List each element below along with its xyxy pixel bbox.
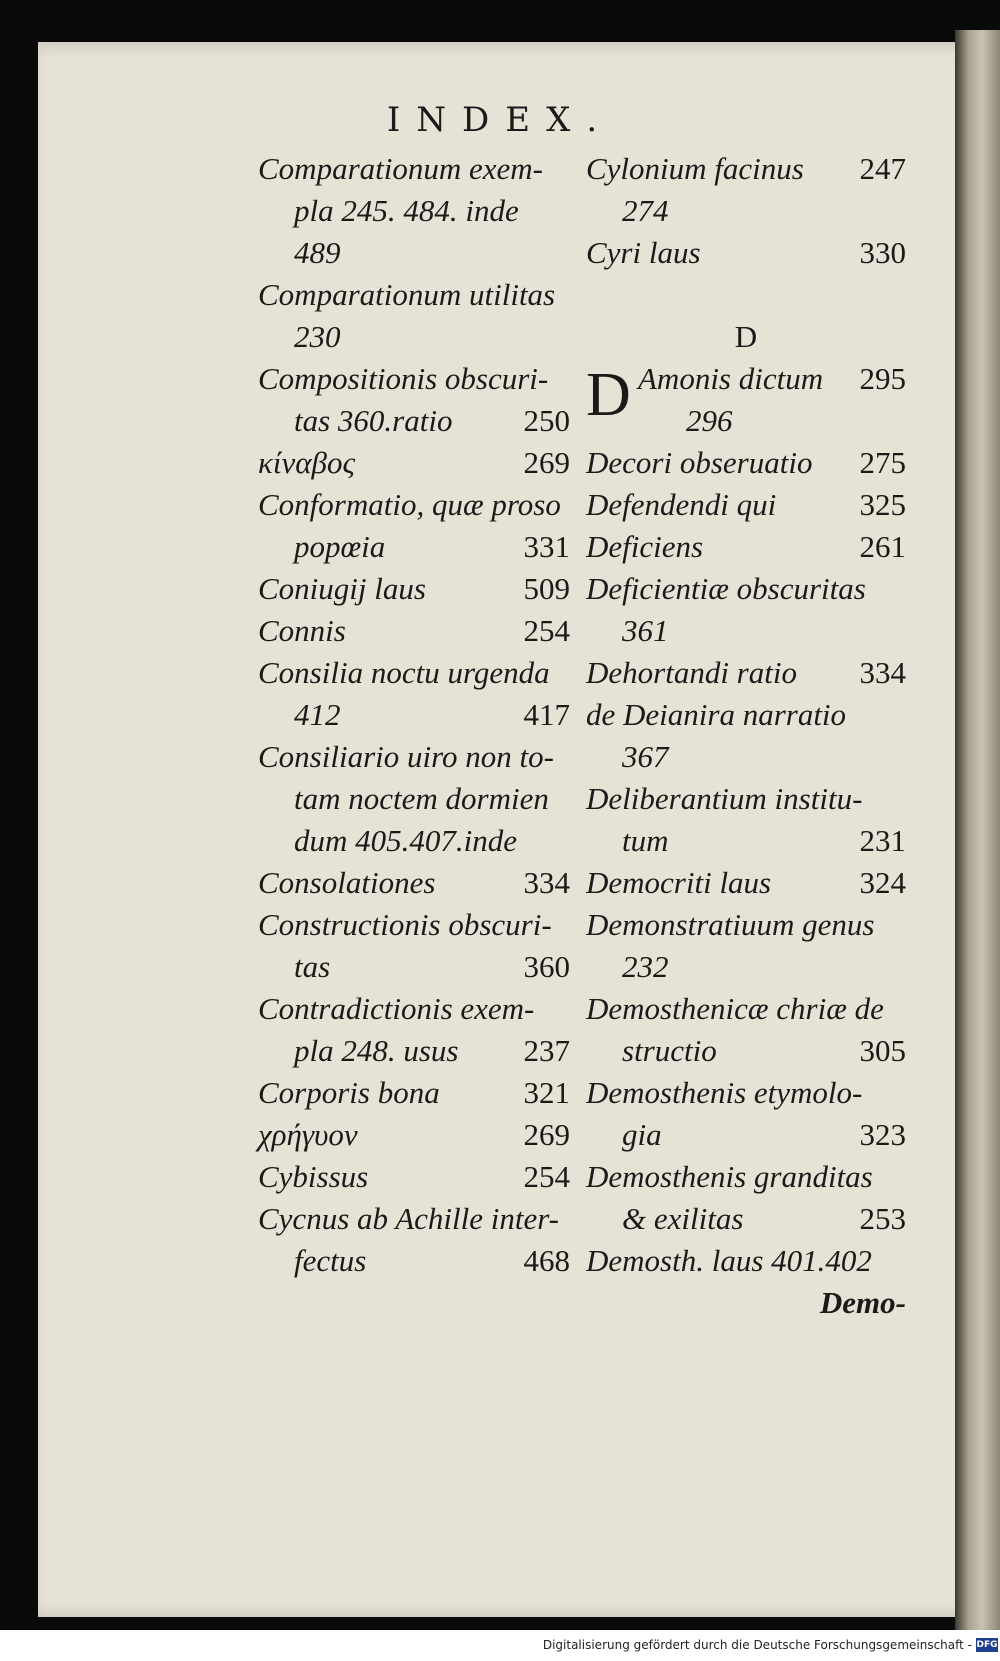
entry-text: structio	[622, 1033, 717, 1068]
entry-page-number: 247	[859, 151, 906, 186]
entry-text: Demosthenis etymolo-	[586, 1075, 863, 1110]
entry-text: 412	[294, 697, 341, 732]
index-entry	[586, 736, 906, 778]
entry-text: 489	[294, 235, 341, 270]
entry-text: Decori obseruatio	[586, 445, 813, 480]
index-entry	[586, 1156, 906, 1198]
index-entry	[586, 568, 906, 610]
index-entry	[258, 1198, 570, 1240]
page-header: INDEX.	[386, 100, 614, 140]
entry-text: Demosthenicæ chriæ de	[586, 991, 884, 1026]
footer-bar	[0, 1630, 1000, 1661]
index-entry	[258, 610, 570, 652]
entry-text: fectus	[294, 1243, 367, 1278]
index-entry	[258, 946, 570, 988]
index-column-left	[258, 148, 570, 1282]
entry-text: tum	[622, 823, 669, 858]
entry-text: Dehortandi ratio	[586, 655, 797, 690]
index-entry	[586, 946, 906, 988]
entry-text: Cybissus	[258, 1159, 369, 1194]
entry-page-number: 330	[859, 235, 906, 270]
index-entry	[586, 778, 906, 820]
index-entry	[258, 1156, 570, 1198]
entry-text: 296	[686, 403, 733, 438]
index-entry	[258, 694, 570, 736]
index-entry	[586, 1072, 906, 1114]
entry-text: Consolationes	[258, 865, 436, 900]
index-entry	[258, 484, 570, 526]
index-entry	[258, 274, 570, 316]
entry-text: Amonis dictum	[638, 361, 824, 396]
footer-credit: Digitalisierung gefördert durch die Deutsche Forschungsgemeinschaft -	[542, 1638, 972, 1652]
entry-text: tas	[294, 949, 331, 984]
entry-text: popœia	[294, 529, 386, 564]
entry-text: pla 245. 484. inde	[294, 193, 519, 228]
entry-text: D	[734, 319, 758, 354]
index-entry	[258, 1030, 570, 1072]
entry-text: Constructionis obscuri-	[258, 907, 552, 942]
index-entry	[586, 610, 906, 652]
entry-page-number: 237	[523, 1033, 570, 1068]
entry-text: tas 360.ratio	[294, 403, 453, 438]
entry-text: 232	[622, 949, 669, 984]
entry-text: Contradictionis exem-	[258, 991, 535, 1026]
index-entry	[258, 652, 570, 694]
entry-page-number: 231	[859, 823, 906, 858]
index-entry	[258, 1240, 570, 1282]
entry-page-number: 253	[859, 1201, 906, 1236]
index-entry	[258, 190, 570, 232]
index-entry	[258, 232, 570, 274]
index-entry	[258, 148, 570, 190]
entry-text: Comparationum utilitas	[258, 277, 556, 312]
dfg-logo: DFG	[976, 1640, 998, 1650]
entry-text: Comparationum exem-	[258, 151, 543, 186]
index-entry	[258, 778, 570, 820]
entry-page-number: 305	[859, 1033, 906, 1068]
index-column-right	[586, 148, 906, 1324]
index-entry	[586, 400, 906, 442]
entry-text: Coniugij laus	[258, 571, 426, 606]
entry-text: gia	[622, 1117, 662, 1152]
catchword: Demo-	[819, 1285, 906, 1320]
entry-page-number: 275	[859, 445, 906, 480]
index-entry	[586, 274, 906, 316]
index-entry	[586, 232, 906, 274]
entry-text: Demosthenis granditas	[586, 1159, 873, 1194]
entry-page-number: 323	[859, 1117, 906, 1152]
index-entry	[258, 1114, 570, 1156]
entry-text: Cylonium facinus	[586, 151, 804, 186]
entry-page-number: 334	[523, 865, 570, 900]
entry-text: χρήγυον	[258, 1117, 358, 1152]
entry-text: Compositionis obscuri-	[258, 361, 549, 396]
index-entry	[586, 862, 906, 904]
entry-text: & exilitas	[622, 1201, 744, 1236]
entry-page-number: 321	[523, 1075, 570, 1110]
entry-text: Connis	[258, 613, 346, 648]
entry-page-number: 261	[859, 529, 906, 564]
index-entry	[586, 988, 906, 1030]
page-edge	[955, 30, 1000, 1630]
entry-text: Conformatio, quæ proso	[258, 487, 561, 522]
index-entry	[586, 1198, 906, 1240]
entry-text: Deliberantium institu-	[586, 781, 863, 816]
entry-page-number: 509	[523, 571, 570, 606]
drop-capital: D	[586, 361, 631, 429]
index-entry	[586, 1114, 906, 1156]
index-entry	[258, 316, 570, 358]
index-entry	[258, 988, 570, 1030]
entry-page-number: 324	[859, 865, 906, 900]
entry-text: pla 248. usus	[294, 1033, 459, 1068]
index-entry	[258, 442, 570, 484]
entry-page-number: 331	[523, 529, 570, 564]
index-entry	[258, 736, 570, 778]
index-entry	[586, 442, 906, 484]
entry-text: 274	[622, 193, 669, 228]
entry-page-number: 269	[523, 445, 570, 480]
entry-page-number: 325	[859, 487, 906, 522]
entry-page-number: 254	[523, 613, 570, 648]
entry-text: Deficiens	[586, 529, 704, 564]
index-entry	[258, 568, 570, 610]
entry-text: 367	[622, 739, 669, 774]
entry-text: 230	[294, 319, 341, 354]
index-entry	[586, 652, 906, 694]
index-entry	[258, 358, 570, 400]
entry-page-number: 250	[523, 403, 570, 438]
entry-text: Consilia noctu urgenda	[258, 655, 550, 690]
index-entry	[586, 316, 906, 358]
entry-page-number: 417	[523, 697, 570, 732]
entry-page-number: 269	[523, 1117, 570, 1152]
index-entry	[586, 148, 906, 190]
entry-text: 361	[622, 613, 669, 648]
entry-text: Cycnus ab Achille inter-	[258, 1201, 559, 1236]
entry-text: Consiliario uiro non to-	[258, 739, 554, 774]
index-entry	[586, 1240, 906, 1282]
index-entry	[258, 904, 570, 946]
index-entry	[258, 400, 570, 442]
entry-text: Defendendi qui	[586, 487, 777, 522]
entry-page-number: 295	[859, 361, 906, 396]
index-entry	[258, 526, 570, 568]
index-entry	[586, 820, 906, 862]
index-entry	[586, 904, 906, 946]
index-entry	[258, 862, 570, 904]
entry-text: Demonstratiuum genus	[586, 907, 875, 942]
entry-text: Demosth. laus 401.402	[586, 1243, 872, 1278]
index-entry	[586, 526, 906, 568]
entry-text: Deficientiæ obscuritas	[586, 571, 866, 606]
entry-text: Cyri laus	[586, 235, 701, 270]
index-entry	[586, 484, 906, 526]
index-entry	[586, 694, 906, 736]
entry-page-number: 254	[523, 1159, 570, 1194]
index-entry	[586, 1030, 906, 1072]
entry-page-number: 468	[523, 1243, 570, 1278]
entry-text: dum 405.407.inde	[294, 823, 518, 858]
index-entry	[258, 1072, 570, 1114]
index-entry	[586, 190, 906, 232]
entry-page-number: 360	[523, 949, 570, 984]
index-entry	[258, 820, 570, 862]
entry-text: tam noctem dormien	[294, 781, 549, 816]
entry-text: de Deianira narratio	[586, 697, 847, 732]
entry-text: Corporis bona	[258, 1075, 440, 1110]
entry-text: Democriti laus	[586, 865, 772, 900]
entry-text: κίναβος	[258, 445, 356, 480]
entry-page-number: 334	[859, 655, 906, 690]
